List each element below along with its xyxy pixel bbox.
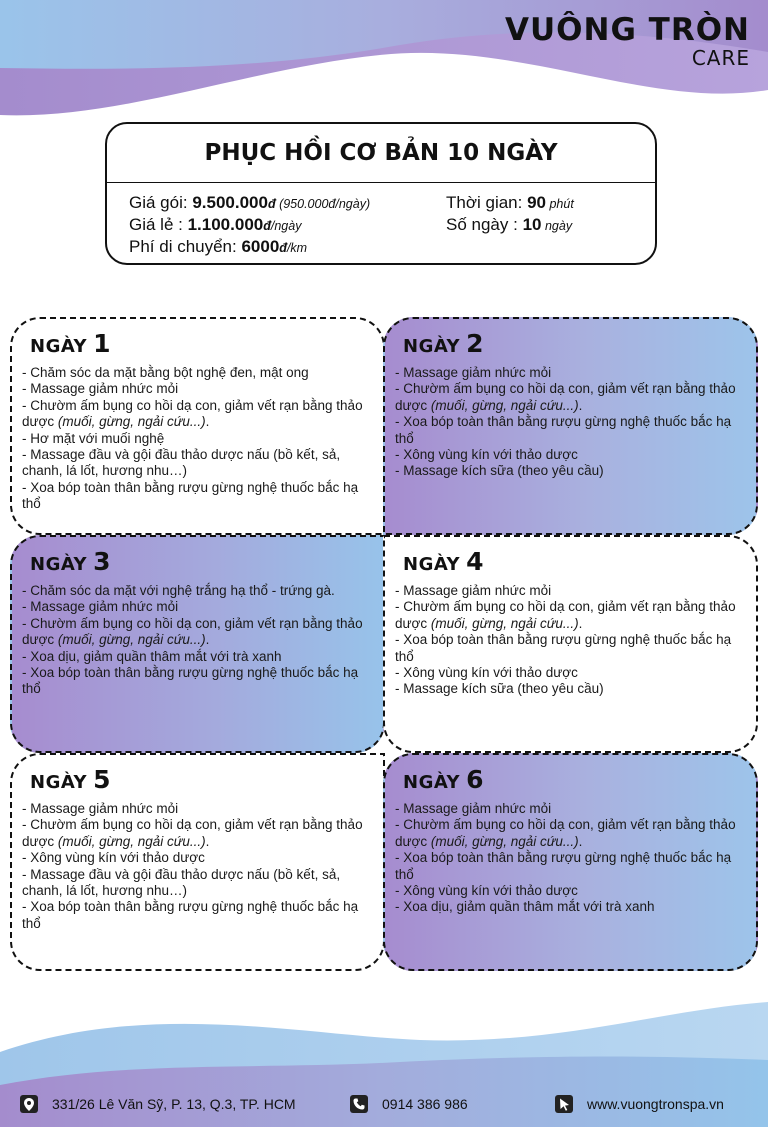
day-word: NGÀY xyxy=(30,336,88,357)
activity-item xyxy=(22,480,365,513)
single-price-value: 1.100.000 xyxy=(187,215,264,234)
activity-text: - Massage giảm nhức mỏi xyxy=(22,381,179,397)
day-heading xyxy=(22,329,365,363)
contact-footer xyxy=(0,1080,768,1127)
activity-tail: . xyxy=(578,397,583,413)
activity-note: (muối, gừng, ngải cứu...) xyxy=(430,615,579,631)
activity-item xyxy=(395,665,738,681)
activity-text: - Massage giảm nhức mỏi xyxy=(395,365,552,380)
activity-text: - Xông vùng kín với thảo dược xyxy=(22,850,205,866)
day-card-4 xyxy=(383,535,758,753)
footer-website[interactable] xyxy=(555,1095,724,1113)
activity-item xyxy=(395,583,738,599)
day-number: 3 xyxy=(93,547,111,576)
day-heading xyxy=(395,547,738,581)
activity-text: - Xoa dịu, giảm quần thâm mắt với trà xanh xyxy=(395,899,655,915)
single-price-currency: đ xyxy=(263,219,271,233)
days-count-value: 10 xyxy=(522,215,542,234)
activity-item xyxy=(395,801,738,817)
activity-text: - Massage đầu và gội đầu thảo dược nấu (bồ kết, sả, chanh, lá lốt, hương nhu…) xyxy=(22,866,341,899)
activity-item xyxy=(22,649,365,665)
activity-item xyxy=(22,665,365,698)
day-activity-list xyxy=(22,801,365,932)
activity-text: - Chườm ấm bụng co hồi dạ con, giảm vết rạn bằng thảo dược xyxy=(395,817,736,849)
cursor-icon xyxy=(555,1095,573,1113)
package-price-row xyxy=(129,193,370,213)
activity-text: - Chăm sóc da mặt với nghệ trắng hạ thổ - trứng gà. xyxy=(22,583,335,598)
activity-text: - Xoa bóp toàn thân bằng rượu gừng nghệ thuốc bắc hạ thổ xyxy=(22,899,359,931)
phone-number[interactable]: 0914 386 986 xyxy=(382,1096,468,1112)
activity-item xyxy=(395,883,738,899)
address-text: 331/26 Lê Văn Sỹ, P. 13, Q.3, TP. HCM xyxy=(52,1096,296,1112)
duration-row xyxy=(446,193,574,213)
activity-text: - Massage kích sữa (theo yêu cầu) xyxy=(395,681,604,697)
day-activity-list xyxy=(395,365,738,480)
activity-item xyxy=(22,583,365,599)
activity-item xyxy=(22,447,365,480)
day-number: 1 xyxy=(93,329,111,358)
brand-name: VUÔNG TRÒN xyxy=(504,12,750,48)
travel-fee-row xyxy=(129,237,307,257)
activity-tail: . xyxy=(578,615,583,631)
activity-text: - Xoa bóp toàn thân bằng rượu gừng nghệ thuốc bắc hạ thổ xyxy=(395,850,732,882)
day-word: NGÀY xyxy=(403,554,461,575)
brand-logo xyxy=(505,14,750,69)
location-pin-icon xyxy=(20,1095,38,1113)
activity-text: - Massage giảm nhức mỏi xyxy=(395,801,552,816)
activity-text: - Xoa bóp toàn thân bằng rượu gừng nghệ thuốc bắc hạ thổ xyxy=(395,632,732,664)
day-heading xyxy=(22,547,365,581)
day-number: 2 xyxy=(466,329,484,358)
activity-tail: . xyxy=(205,632,210,648)
package-price-value: 9.500.000 xyxy=(192,193,268,212)
activity-item xyxy=(22,365,365,381)
activity-text: - Chườm ấm bụng co hồi dạ con, giảm vết rạn bằng thảo dược xyxy=(395,381,736,413)
activity-text: - Xông vùng kín với thảo dược xyxy=(395,447,578,463)
activity-item xyxy=(395,414,738,447)
days-count-label: Số ngày : xyxy=(446,215,523,234)
activity-text: - Xoa bóp toàn thân bằng rượu gừng nghệ thuốc bắc hạ thổ xyxy=(395,414,732,446)
package-price-currency: đ xyxy=(267,197,276,211)
activity-note: (muối, gừng, ngải cứu...) xyxy=(430,397,579,413)
days-count-unit: ngày xyxy=(541,219,573,233)
single-price-row xyxy=(129,215,301,235)
duration-label: Thời gian: xyxy=(446,193,528,212)
activity-text: - Massage kích sữa (theo yêu cầu) xyxy=(395,463,604,479)
package-price-note: (950.000đ/ngày) xyxy=(275,197,371,211)
activity-item xyxy=(395,681,738,697)
activity-text: - Xoa dịu, giảm quần thâm mắt với trà xanh xyxy=(22,648,282,664)
day-number: 5 xyxy=(93,765,111,794)
activity-note: (muối, gừng, ngải cứu...) xyxy=(57,632,206,648)
activity-note: (muối, gừng, ngải cứu...) xyxy=(57,833,206,849)
activity-text: - Massage giảm nhức mỏi xyxy=(22,801,179,816)
single-price-unit: /ngày xyxy=(270,219,302,233)
day-activity-list xyxy=(395,583,738,698)
single-price-label: Giá lẻ : xyxy=(129,215,188,234)
day-word: NGÀY xyxy=(403,336,461,357)
travel-fee-label: Phí di chuyển: xyxy=(129,237,242,256)
footer-address xyxy=(20,1095,296,1113)
activity-text: - Xoa bóp toàn thân bằng rượu gừng nghệ thuốc bắc hạ thổ xyxy=(22,479,359,512)
package-divider xyxy=(107,182,655,183)
day-heading xyxy=(395,765,738,799)
day-word: NGÀY xyxy=(403,772,461,793)
activity-item xyxy=(395,599,738,632)
activity-item xyxy=(395,632,738,665)
day-card-2 xyxy=(383,317,758,535)
activity-item xyxy=(395,365,738,381)
package-price-label: Giá gói: xyxy=(129,193,193,212)
activity-item xyxy=(395,447,738,463)
activity-item xyxy=(22,817,365,850)
day-card-3 xyxy=(10,535,385,753)
activity-tail: . xyxy=(578,833,583,849)
activity-tail: . xyxy=(205,833,210,849)
activity-text: - Xoa bóp toàn thân bằng rượu gừng nghệ thuốc bắc hạ thổ xyxy=(22,665,359,697)
day-word: NGÀY xyxy=(30,772,88,793)
day-activity-list xyxy=(395,801,738,916)
activity-item xyxy=(395,899,738,915)
day-number: 4 xyxy=(466,547,484,576)
activity-text: - Chườm ấm bụng co hồi dạ con, giảm vết rạn bằng thảo dược xyxy=(22,397,363,430)
day-heading xyxy=(395,329,738,363)
day-card-1 xyxy=(10,317,385,535)
activity-text: - Chăm sóc da mặt bằng bột nghệ đen, mật ong xyxy=(22,365,309,380)
phone-icon xyxy=(350,1095,368,1113)
travel-fee-currency: đ xyxy=(279,241,287,255)
activity-text: - Chườm ấm bụng co hồi dạ con, giảm vết rạn bằng thảo dược xyxy=(22,615,363,648)
activity-item xyxy=(22,867,365,900)
activity-item xyxy=(22,616,365,649)
activity-text: - Massage giảm nhức mỏi xyxy=(395,583,552,598)
day-card-6 xyxy=(383,753,758,971)
package-info-box xyxy=(105,122,657,265)
activity-item xyxy=(22,801,365,817)
activity-item xyxy=(22,431,365,447)
activity-note: (muối, gừng, ngải cứu...) xyxy=(430,833,579,849)
activity-item xyxy=(395,817,738,850)
activity-text: - Massage đầu và gội đầu thảo dược nấu (bồ kết, sả, chanh, lá lốt, hương nhu…) xyxy=(22,447,341,479)
activity-text: - Massage giảm nhức mỏi xyxy=(22,599,179,615)
day-heading xyxy=(22,765,365,799)
days-count-row xyxy=(446,215,572,235)
duration-value: 90 xyxy=(527,193,546,212)
activity-text: - Chườm ấm bụng co hồi dạ con, giảm vết rạn bằng thảo dược xyxy=(22,817,363,849)
duration-unit: phút xyxy=(546,197,574,211)
activity-item xyxy=(22,381,365,397)
day-card-5 xyxy=(10,753,385,971)
day-activity-list xyxy=(22,583,365,698)
activity-note: (muối, gừng, ngải cứu...) xyxy=(57,414,206,430)
activity-item xyxy=(22,899,365,932)
travel-fee-value: 6000 xyxy=(241,237,280,256)
day-activity-list xyxy=(22,365,365,513)
activity-item xyxy=(395,850,738,883)
day-word: NGÀY xyxy=(30,554,88,575)
footer-phone[interactable] xyxy=(350,1095,468,1113)
activity-text: - Xông vùng kín với thảo dược xyxy=(395,883,578,899)
travel-fee-unit: /km xyxy=(286,241,308,255)
activity-text: - Xông vùng kín với thảo dược xyxy=(395,665,578,681)
activity-item xyxy=(22,599,365,615)
activity-text: - Hơ mặt với muối nghệ xyxy=(22,430,165,446)
activity-item xyxy=(22,850,365,866)
activity-item xyxy=(395,463,738,479)
day-number: 6 xyxy=(466,765,484,794)
package-title: PHỤC HỒI CƠ BẢN 10 NGÀY xyxy=(204,140,558,166)
activity-item xyxy=(395,381,738,414)
activity-item xyxy=(22,398,365,431)
website-link[interactable]: www.vuongtronspa.vn xyxy=(587,1096,724,1112)
brand-subtitle: CARE xyxy=(691,45,750,70)
activity-tail: . xyxy=(205,414,210,430)
activity-text: - Chườm ấm bụng co hồi dạ con, giảm vết rạn bằng thảo dược xyxy=(395,599,736,631)
